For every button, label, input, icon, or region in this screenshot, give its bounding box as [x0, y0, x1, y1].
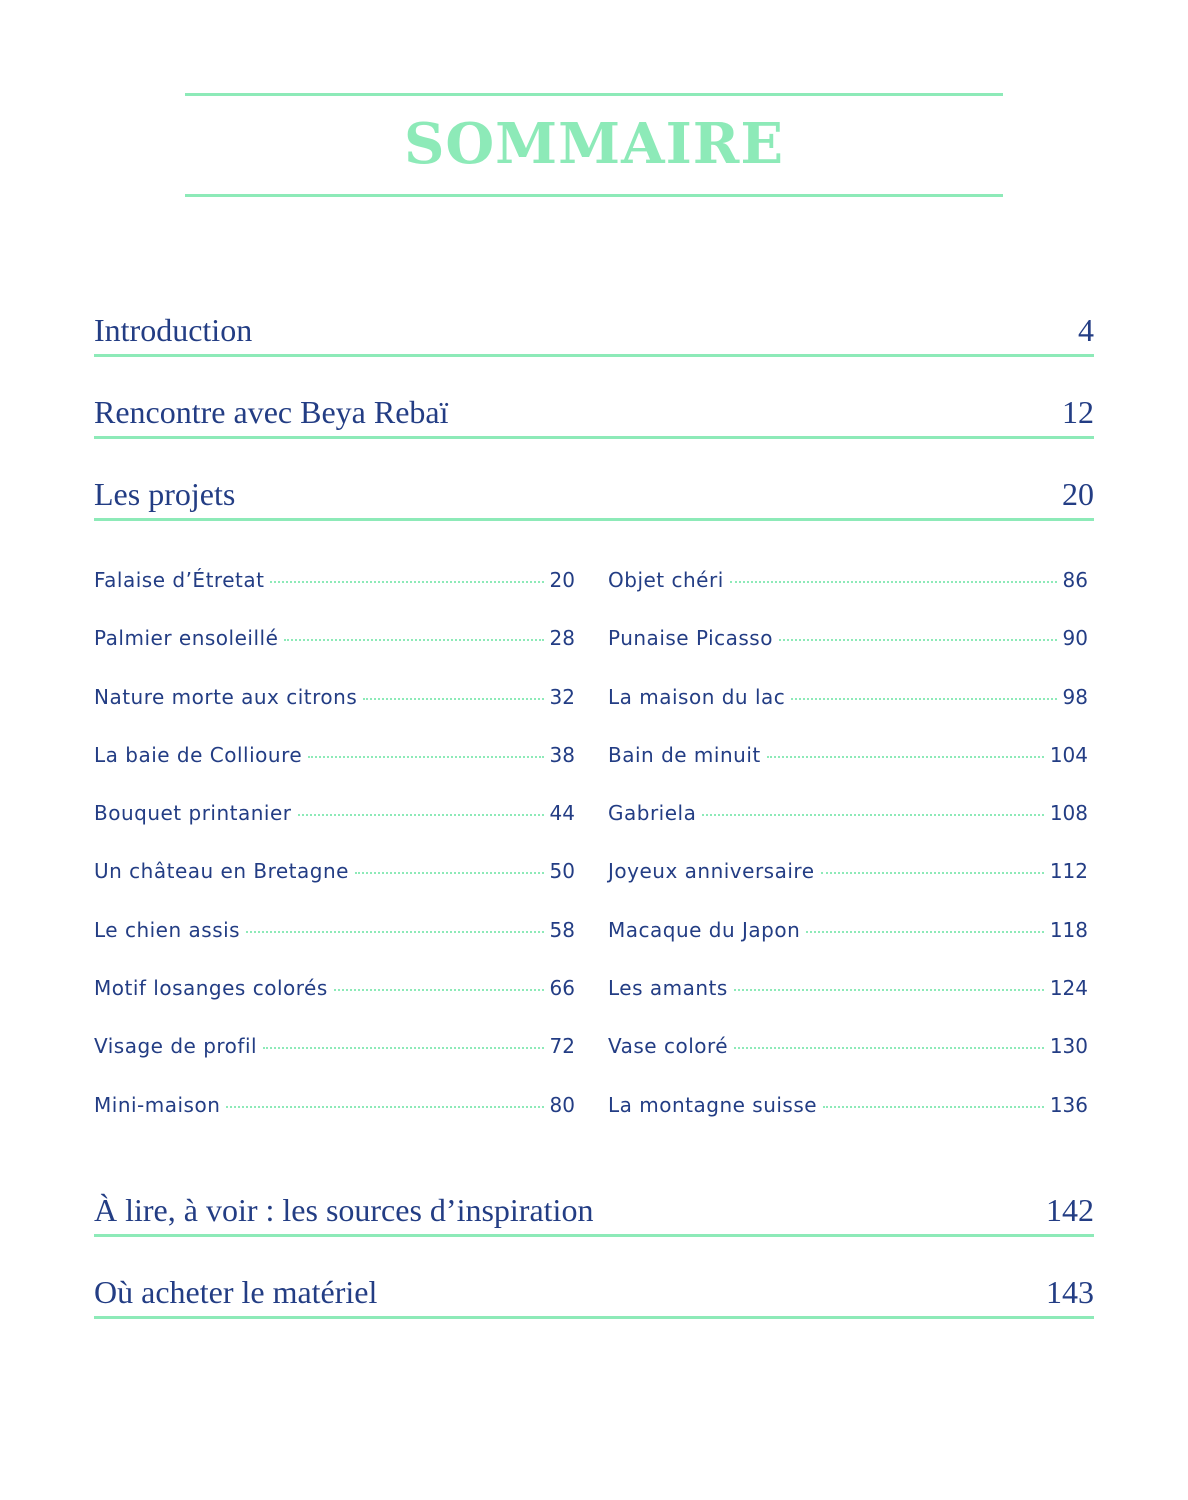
- toc-subentry[interactable]: [94, 735, 575, 793]
- toc-subentry[interactable]: [608, 1085, 1088, 1143]
- dot-leader: [734, 1047, 1044, 1049]
- dot-leader: [806, 931, 1044, 933]
- dot-leader: [734, 989, 1044, 991]
- subentry-page: 104: [1049, 742, 1088, 767]
- subentry-label: Punaise Picasso: [608, 626, 773, 651]
- toc-subentry[interactable]: [94, 1085, 575, 1143]
- dot-leader: [246, 931, 543, 933]
- projects-column-right: [608, 560, 1088, 1143]
- toc-subentry[interactable]: [94, 560, 575, 618]
- subentry-label: La maison du lac: [608, 684, 786, 709]
- subentry-label: Mini-maison: [94, 1092, 221, 1117]
- projects-column-left: [94, 560, 575, 1143]
- subentry-page: 136: [1049, 1092, 1088, 1117]
- toc-entry-page: 4: [1078, 312, 1094, 348]
- subentry-label: Visage de profil: [94, 1034, 258, 1059]
- toc-subentry[interactable]: [94, 851, 575, 909]
- toc-subentry[interactable]: [94, 1026, 575, 1084]
- subentry-label: Bouquet printanier: [94, 801, 292, 826]
- toc-subentry[interactable]: [608, 968, 1088, 1026]
- entry-rule: [94, 518, 1094, 521]
- toc-entry-label: À lire, à voir : les sources d’inspiration: [94, 1192, 594, 1228]
- dot-leader: [823, 1106, 1044, 1108]
- toc-entry-introduction[interactable]: [94, 305, 1094, 357]
- toc-subentry[interactable]: [94, 793, 575, 851]
- toc-subentry[interactable]: [94, 618, 575, 676]
- dot-leader: [363, 698, 543, 700]
- dot-leader: [270, 581, 543, 583]
- toc-entry-page: 20: [1062, 476, 1094, 512]
- dot-leader: [779, 639, 1057, 641]
- subentry-page: 124: [1049, 976, 1088, 1001]
- subentry-page: 118: [1049, 917, 1088, 942]
- page-title: SOMMAIRE: [403, 111, 785, 177]
- toc-subentry[interactable]: [608, 677, 1088, 735]
- subentry-label: Gabriela: [608, 801, 697, 826]
- toc-entry-label: Où acheter le matériel: [94, 1274, 378, 1310]
- toc-subentry[interactable]: [608, 735, 1088, 793]
- toc-entry-sources[interactable]: [94, 1185, 1094, 1237]
- subentry-page: 28: [549, 626, 575, 651]
- subentry-label: Joyeux anniversaire: [608, 859, 815, 884]
- subentry-label: Bain de minuit: [608, 742, 761, 767]
- dot-leader: [767, 756, 1044, 758]
- subentry-label: Macaque du Japon: [608, 917, 801, 942]
- subentry-label: Les amants: [608, 976, 728, 1001]
- dot-leader: [226, 1106, 543, 1108]
- toc-entry-rencontre[interactable]: [94, 387, 1094, 439]
- subentry-page: 32: [549, 684, 575, 709]
- title-top-rule: [185, 93, 1003, 96]
- subentry-page: 72: [549, 1034, 575, 1059]
- toc-entry-label: Introduction: [94, 312, 253, 348]
- toc-subentry[interactable]: [94, 677, 575, 735]
- toc-subentry[interactable]: [608, 793, 1088, 851]
- toc-subentry[interactable]: [608, 618, 1088, 676]
- toc-subentry[interactable]: [608, 851, 1088, 909]
- subentry-label: Le chien assis: [94, 917, 241, 942]
- dot-leader: [308, 756, 543, 758]
- subentry-label: La montagne suisse: [608, 1092, 818, 1117]
- subentry-page: 50: [549, 859, 575, 884]
- dot-leader: [263, 1047, 543, 1049]
- subentry-page: 98: [1062, 684, 1088, 709]
- toc-subentry[interactable]: [608, 1026, 1088, 1084]
- toc-subentry[interactable]: [608, 910, 1088, 968]
- toc-entry-page: 142: [1046, 1192, 1094, 1228]
- dot-leader: [355, 872, 544, 874]
- entry-rule: [94, 1234, 1094, 1237]
- entry-rule: [94, 1316, 1094, 1319]
- subentry-label: Palmier ensoleillé: [94, 626, 279, 651]
- subentry-page: 66: [549, 976, 575, 1001]
- toc-entry-label: Les projets: [94, 476, 236, 512]
- subentry-label: Falaise d’Étretat: [94, 568, 265, 592]
- dot-leader: [791, 698, 1056, 700]
- toc-subentry[interactable]: [94, 968, 575, 1026]
- subentry-label: Objet chéri: [608, 568, 724, 592]
- subentry-page: 86: [1062, 568, 1088, 592]
- toc-entry-page: 143: [1046, 1274, 1094, 1310]
- toc-subentry[interactable]: [608, 560, 1088, 618]
- subentry-label: Vase coloré: [608, 1034, 729, 1059]
- entry-rule: [94, 436, 1094, 439]
- subentry-label: Un château en Bretagne: [94, 859, 349, 884]
- subentry-page: 130: [1049, 1034, 1088, 1059]
- dot-leader: [821, 872, 1044, 874]
- dot-leader: [334, 989, 544, 991]
- toc-subentry[interactable]: [94, 910, 575, 968]
- dot-leader: [730, 581, 1057, 583]
- dot-leader: [702, 814, 1043, 816]
- subentry-page: 108: [1049, 801, 1088, 826]
- toc-entry-materiel[interactable]: [94, 1267, 1094, 1319]
- toc-entry-page: 12: [1062, 394, 1094, 430]
- dot-leader: [284, 639, 543, 641]
- subentry-page: 58: [549, 917, 575, 942]
- subentry-page: 80: [549, 1092, 575, 1117]
- dot-leader: [298, 814, 544, 816]
- toc-entry-label: Rencontre avec Beya Rebaï: [94, 394, 449, 430]
- title-bottom-rule: [185, 194, 1003, 197]
- subentry-label: Motif losanges colorés: [94, 976, 328, 1001]
- subentry-page: 112: [1049, 859, 1088, 884]
- subentry-page: 38: [549, 742, 575, 767]
- subentry-page: 90: [1062, 626, 1088, 651]
- subentry-label: La baie de Collioure: [94, 742, 303, 767]
- toc-entry-projets[interactable]: [94, 469, 1094, 521]
- entry-rule: [94, 354, 1094, 357]
- subentry-page: 20: [549, 568, 575, 592]
- title-block: [185, 93, 1003, 199]
- subentry-label: Nature morte aux citrons: [94, 684, 358, 709]
- subentry-page: 44: [549, 801, 575, 826]
